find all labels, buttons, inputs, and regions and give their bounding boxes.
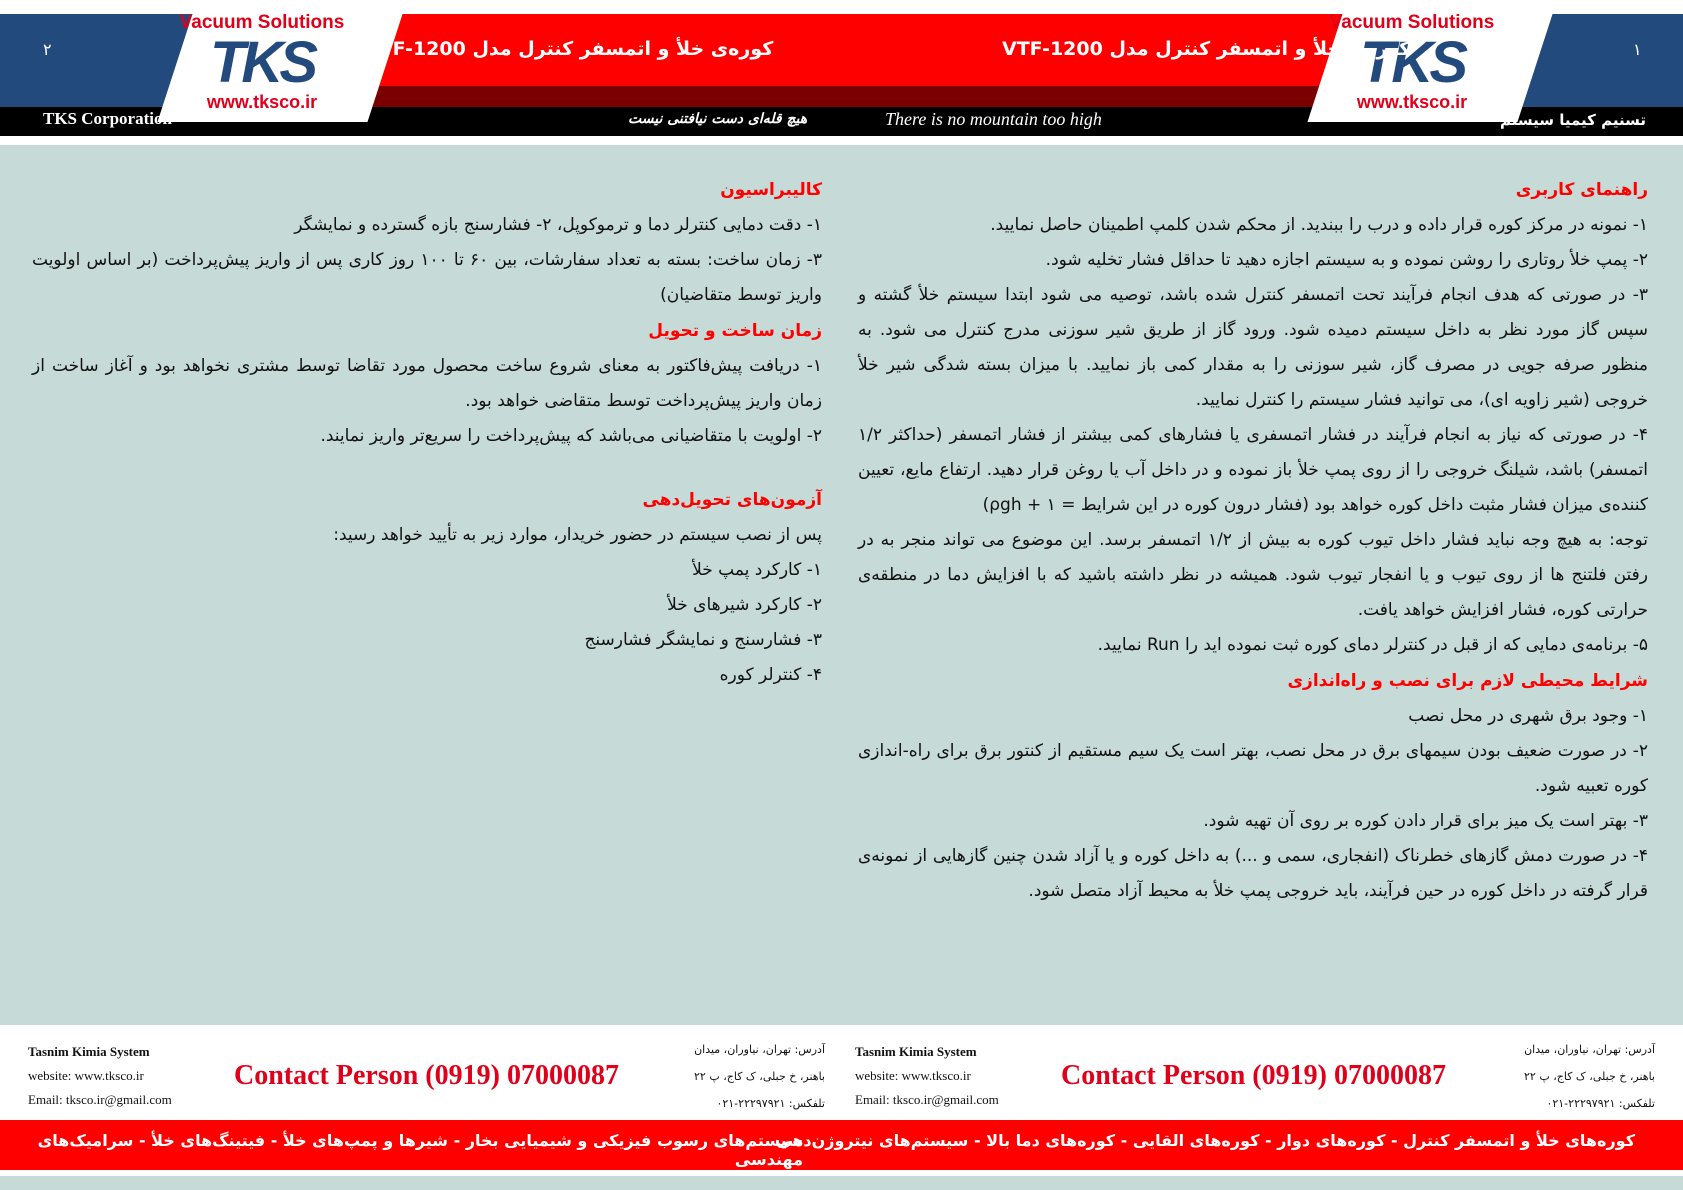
company-en: TKS Corporation	[43, 109, 172, 128]
paragraph: ۳- زمان ساخت: بسته به تعداد سفارشات، بین ۶۰ تا ۱۰۰ روز کاری پس از واریز پیش‌پرداخت (بر اساس اولویت واریز توسط متقاضیان)	[32, 250, 822, 305]
page-number-left: ۲	[43, 40, 52, 59]
right-column	[858, 172, 1648, 909]
footer-email: Email: tksco.ir@gmail.com	[28, 1092, 172, 1107]
phone: تلفکس: ۲۲۲۹۷۹۲۱-۰۲۱	[716, 1097, 825, 1110]
paragraph: ۱- نمونه در مرکز کوره قرار داده و درب را ببندید. از محکم شدن کلمپ اطمینان حاصل نمایید.	[990, 215, 1648, 235]
paragraph: ۲- اولویت با متقاضیانی می‌باشد که پیش‌پرداخت را سریع‌تر واریز نمایند.	[320, 426, 822, 446]
list-item: ۲- کارکرد شیرهای خلأ	[667, 595, 822, 615]
right-logo	[1312, 12, 1512, 124]
bottom-strip	[0, 1176, 1683, 1190]
paragraph: پس از نصب سیستم در حضور خریدار، موارد زیر به تأیید خواهد رسید:	[333, 525, 822, 545]
section-heading: آزمون‌های تحویل‌دهی	[642, 490, 822, 510]
footer-website: website: www.tksco.ir	[28, 1068, 144, 1083]
header-title-right: کوره‌ی خلأ و اتمسفر کنترل مدل VTF-1200	[1002, 38, 1411, 60]
header-black-strip	[0, 122, 1683, 136]
footer-address	[635, 1036, 825, 1117]
paragraph: ۴- در صورت دمش گازهای خطرناک (انفجاری، سمی و ...) به داخل کوره و یا آزاد شدن چنین گازهایی از نمونه‌ی قرار گرفته در داخل کوره در حین فرآیند، باید خروجی پمپ خلأ به محیط آزاد متصل شود.	[858, 846, 1648, 901]
paragraph: ۳- بهتر است یک میز برای قرار دادن کوره بر روی آن تهیه شود.	[1203, 811, 1648, 831]
footer-email: Email: tksco.ir@gmail.com	[855, 1092, 999, 1107]
footer-products-right: کوره‌های خلأ و اتمسفر کنترل - کوره‌های دوار - کوره‌های القایی - کوره‌های دما بالا - سیستم‌های نیتروژن‌دهی	[776, 1131, 1635, 1150]
logo-url: www.tksco.ir	[206, 92, 318, 112]
paragraph: ۳- در صورتی که هدف انجام فرآیند تحت اتمسفر کنترل شده باشد، توصیه می شود ابتدا سیستم خلأ گشته و سپس گاز مورد نظر به داخل سیستم دمیده شود. ورود گاز از طریق شیر سوزنی مدرج کنترل می شود. به منظور صرفه جویی در مصرف گاز، شیر سوزنی را به مقدار کمی باز نمایید. با میزان بسته شدگی شیر خلأ خروجی (شیر زاویه ای)، می توانید فشار سیستم را کنترل نمایید.	[858, 285, 1648, 410]
slogan-fa: هیچ قله‌ای دست نیافتنی نیست	[628, 111, 808, 127]
logo-text: Vacuum Solutions	[1329, 12, 1495, 33]
left-column	[32, 172, 822, 693]
phone: تلفکس: ۲۲۲۹۷۹۲۱-۰۲۱	[1546, 1097, 1655, 1110]
paragraph: ۲- در صورت ضعیف بودن سیمهای برق در محل نصب، بهتر است یک سیم مستقیم از کنتور برق برای راه-اندازی کوره تعبیه شود.	[858, 741, 1648, 796]
footer-website: website: www.tksco.ir	[855, 1068, 971, 1083]
header-title-left: کوره‌ی خلأ و اتمسفر کنترل مدل VTF-1200	[365, 38, 774, 60]
tks-logo-icon: TKS	[210, 30, 314, 95]
footer-company: Tasnim Kimia System	[855, 1044, 977, 1059]
list-item: ۱- کارکرد پمپ خلأ	[692, 560, 822, 580]
address-line: آدرس: تهران، نیاوران، میدان	[694, 1043, 825, 1056]
page-number-right: ۱	[1633, 40, 1642, 59]
paragraph: ۲- پمپ خلأ روتاری را روشن نموده و به سیستم اجازه دهید تا حداقل فشار تخلیه شود.	[1045, 250, 1648, 270]
slogan-en: There is no mountain too high	[885, 109, 1102, 129]
footer-contact: Contact Person (0919) 07000087	[234, 1060, 619, 1091]
section-heading: کالیبراسیون	[720, 180, 822, 200]
address-line: باهنر، خ جبلی، ک کاج، پ ۲۲	[694, 1070, 825, 1083]
list-item: ۴- کنترلر کوره	[719, 665, 822, 685]
paragraph: ۱- دقت دمایی کنترلر دما و ترموکوپل، ۲- فشارسنج بازه گسترده و نمایشگر	[294, 215, 822, 235]
logo-url: www.tksco.ir	[1356, 92, 1468, 112]
left-logo	[162, 12, 362, 124]
section-heading: زمان ساخت و تحویل	[648, 321, 822, 341]
address-line: باهنر، خ جبلی، ک کاج، پ ۲۲	[1524, 1070, 1655, 1083]
paragraph: ۴- در صورتی که نیاز به انجام فرآیند در فشار اتمسفری یا فشارهای کمی بیشتر از فشار اتمسفر (حداکثر ۱/۲ اتمسفر) باشد، شیلنگ خروجی را از روی پمپ خلأ باز نموده و در داخل آب یا روغن قرار دهید. ارتفاع مایع، تعیین کننده‌ی میزان فشار مثبت داخل کوره خواهد بود (فشار درون کوره در این شرایط = ۱ + ρgh)	[858, 425, 1648, 515]
footer-products-left: سیستم‌های رسوب فیزیکی و شیمیایی بخار - شیرها و پمپ‌های خلأ - فیتینگ‌های خلأ - سرامیک‌های مهندسی	[37, 1131, 803, 1169]
list-item: ۳- فشارسنج و نمایشگر فشارسنج	[584, 630, 822, 650]
paragraph: ۵- برنامه‌ی دمایی که از قبل در کنترلر دمای کوره ثبت نموده اید را Run نمایید.	[1097, 635, 1648, 655]
company-fa: تسنیم کیمیا سیستم	[1500, 111, 1647, 129]
section-heading: شرایط محیطی لازم برای نصب و راه‌اندازی	[1287, 671, 1648, 691]
paragraph: ۱- وجود برق شهری در محل نصب	[1408, 706, 1648, 726]
paragraph: توجه: به هیچ وجه نباید فشار داخل تیوب کوره به بیش از ۱/۲ اتمسفر برسد. این موضوع می تواند منجر به در رفتن فلتنج ها از روی تیوب و یا انفجار تیوب شود. همیشه در نظر داشته باشید که با افزایش دما در منطقه‌ی حرارتی کوره، فشار افزایش خواهد یافت.	[858, 530, 1648, 620]
footer-contact: Contact Person (0919) 07000087	[1061, 1060, 1446, 1091]
section-heading: راهنمای کاربری	[1515, 180, 1648, 200]
paragraph: ۱- دریافت پیش‌فاکتور به معنای شروع ساخت محصول مورد تقاضا توسط مشتری نخواهد بود و آغاز ساخت از زمان واریز پیش‌پرداخت توسط متقاضی خواهد بود.	[32, 356, 822, 411]
logo-text: Vacuum Solutions	[179, 12, 345, 33]
address-line: آدرس: تهران، نیاوران، میدان	[1524, 1043, 1655, 1056]
tks-logo-icon: TKS	[1360, 30, 1464, 95]
footer-address	[1465, 1036, 1655, 1117]
footer-company: Tasnim Kimia System	[28, 1044, 150, 1059]
